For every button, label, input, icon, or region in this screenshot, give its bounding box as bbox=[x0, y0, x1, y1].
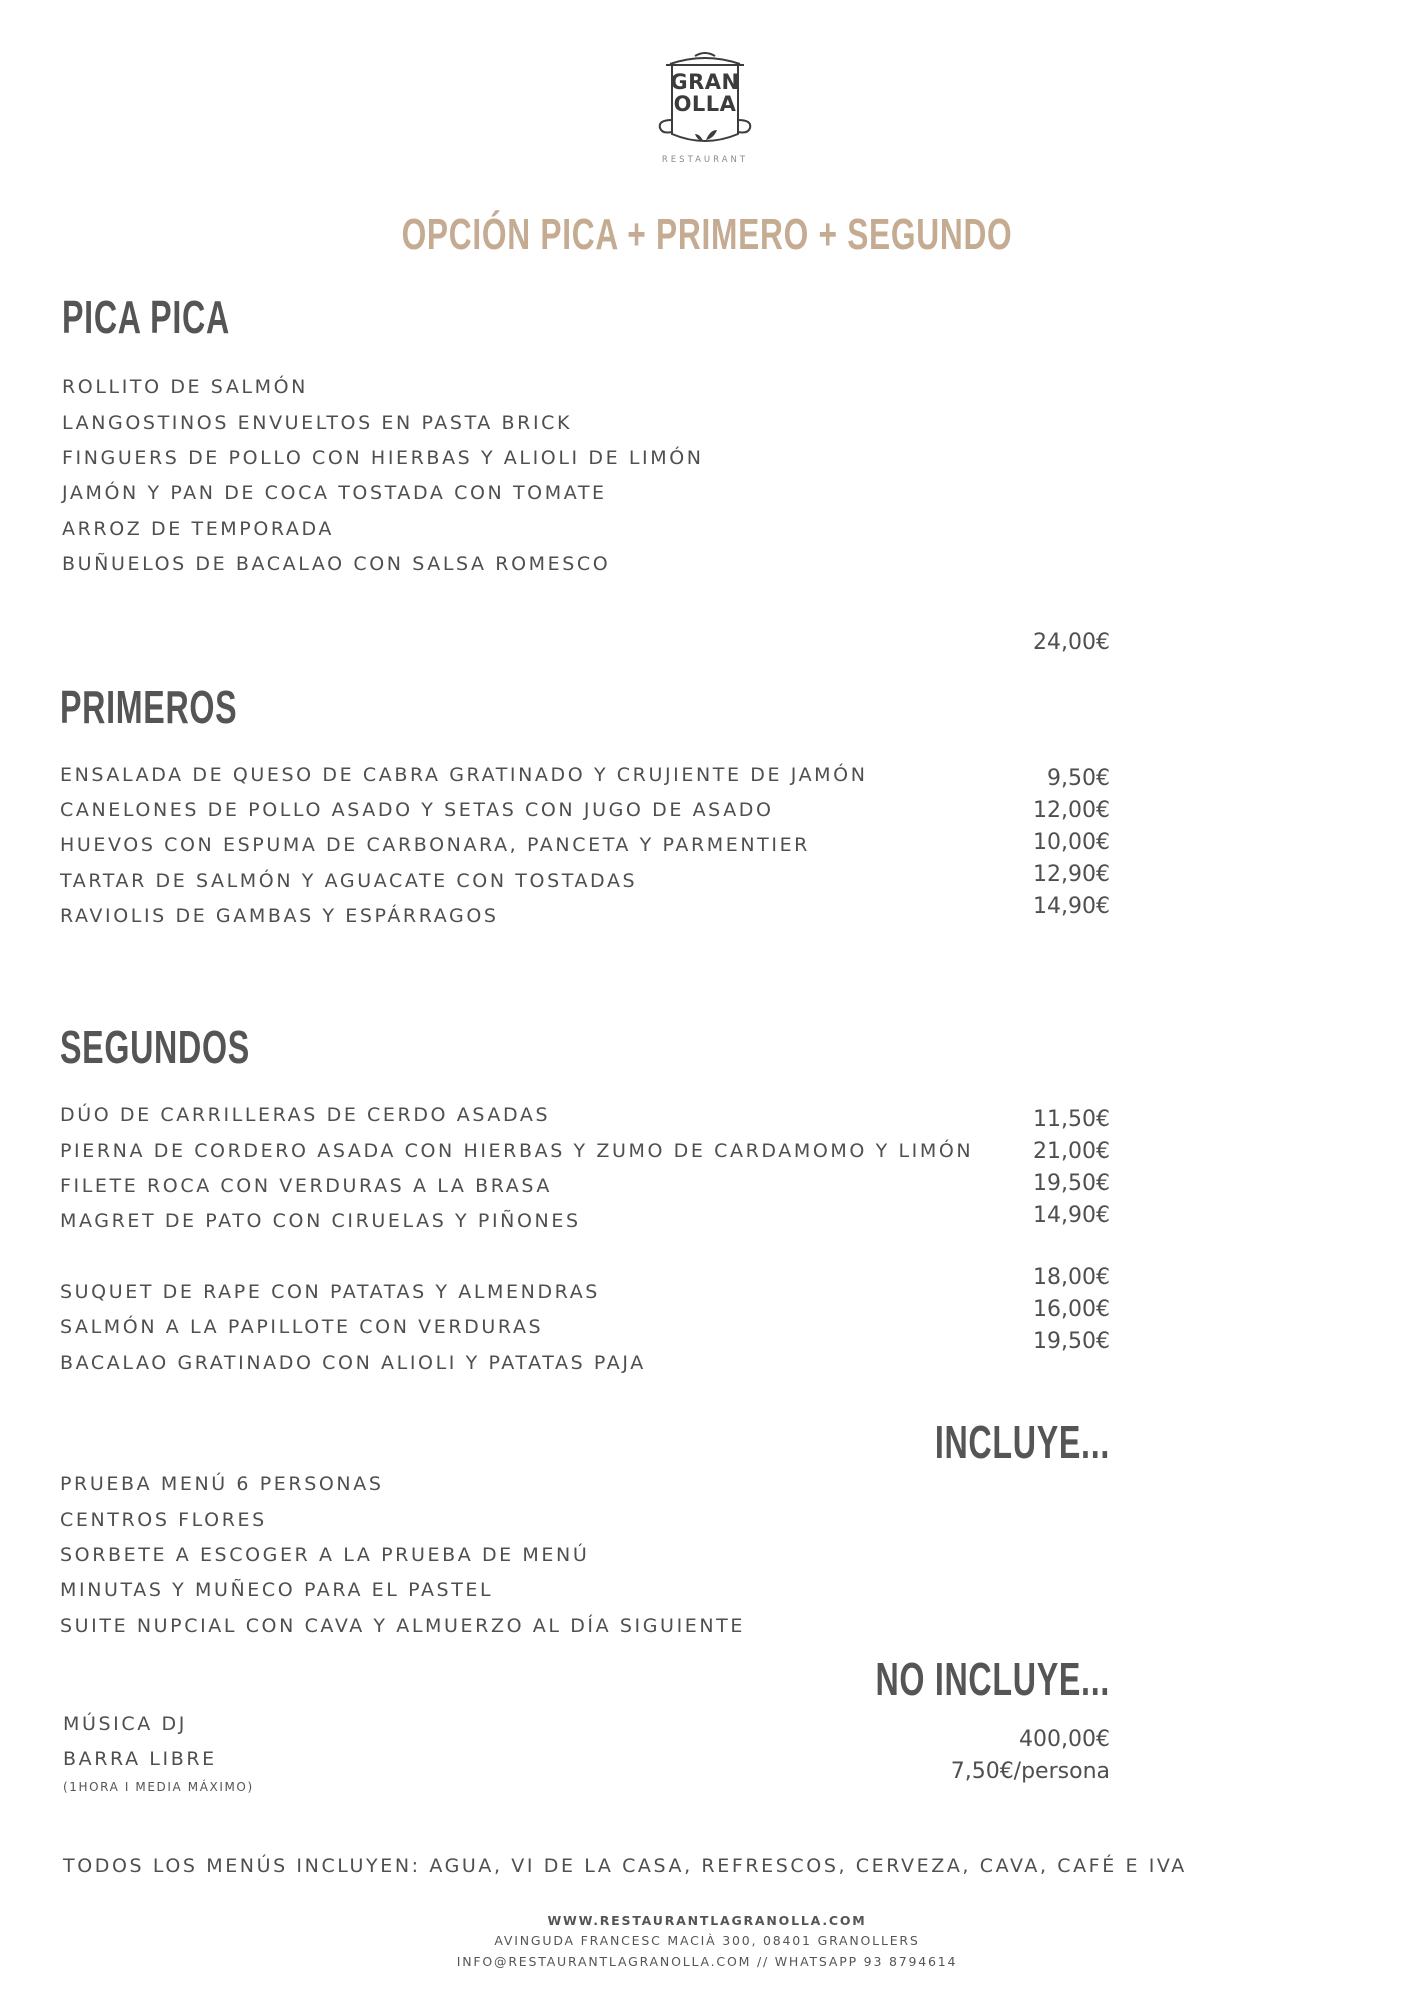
item-price: 16,00€ bbox=[1033, 1297, 1110, 1322]
section-heading-pica: PICA PICA bbox=[62, 291, 230, 343]
menu-item: BACALAO GRATINADO CON ALIOLI Y PATATAS PAJA bbox=[60, 1352, 646, 1374]
item-price: 14,90€ bbox=[1033, 1203, 1110, 1228]
menu-item: HUEVOS CON ESPUMA DE CARBONARA, PANCETA Y PARMENTIER bbox=[60, 834, 810, 856]
menu-item: SUQUET DE RAPE CON PATATAS Y ALMENDRAS bbox=[60, 1281, 600, 1303]
menu-item: ROLLITO DE SALMÓN bbox=[62, 376, 308, 398]
item-price: 24,00€ bbox=[1033, 630, 1110, 655]
logo-text-line2: OLLA bbox=[673, 92, 737, 116]
footer-contact: INFO@RESTAURANTLAGRANOLLA.COM // WHATSAPP 93 8794614 bbox=[456, 1954, 958, 1969]
menu-item: ENSALADA DE QUESO DE CABRA GRATINADO Y CRUJIENTE DE JAMÓN bbox=[60, 764, 868, 786]
item-price: 7,50€/persona bbox=[950, 1759, 1110, 1784]
menu-item: CANELONES DE POLLO ASADO Y SETAS CON JUGO DE ASADO bbox=[60, 799, 774, 821]
section-heading-segundos: SEGUNDOS bbox=[60, 1021, 250, 1073]
section-heading-incluye: INCLUYE... bbox=[934, 1416, 1110, 1468]
menu-item: SALMÓN A LA PAPILLOTE CON VERDURAS bbox=[60, 1316, 544, 1338]
menu-item: LANGOSTINOS ENVUELTOS EN PASTA BRICK bbox=[62, 412, 573, 434]
menu-item: JAMÓN Y PAN DE COCA TOSTADA CON TOMATE bbox=[62, 482, 607, 504]
item-price: 12,90€ bbox=[1033, 862, 1110, 887]
footer-address: AVINGUDA FRANCESC MACIÀ 300, 08401 GRANOLLERS bbox=[494, 1933, 920, 1948]
menu-item: RAVIOLIS DE GAMBAS Y ESPÁRRAGOS bbox=[60, 905, 499, 927]
list-item: CENTROS FLORES bbox=[60, 1509, 267, 1531]
list-item: BARRA LIBRE bbox=[63, 1748, 217, 1770]
menu-item: BUÑUELOS DE BACALAO CON SALSA ROMESCO bbox=[62, 553, 611, 575]
section-heading-primeros: PRIMEROS bbox=[60, 681, 238, 733]
item-price: 400,00€ bbox=[1019, 1727, 1110, 1752]
menu-item: MAGRET DE PATO CON CIRUELAS Y PIÑONES bbox=[60, 1210, 581, 1232]
list-item: SORBETE A ESCOGER A LA PRUEBA DE MENÚ bbox=[60, 1544, 590, 1566]
menu-item: FILETE ROCA CON VERDURAS A LA BRASA bbox=[60, 1175, 552, 1197]
item-price: 19,50€ bbox=[1033, 1329, 1110, 1354]
item-price: 12,00€ bbox=[1033, 798, 1110, 823]
restaurant-logo bbox=[640, 48, 770, 173]
item-price: 19,50€ bbox=[1033, 1171, 1110, 1196]
list-item: PRUEBA MENÚ 6 PERSONAS bbox=[60, 1473, 384, 1495]
logo-subtitle: RESTAURANT bbox=[661, 155, 749, 165]
item-price: 14,90€ bbox=[1033, 894, 1110, 919]
item-note: (1HORA I MEDIA MÁXIMO) bbox=[63, 1780, 254, 1794]
footer-website: WWW.RESTAURANTLAGRANOLLA.COM bbox=[547, 1913, 867, 1928]
menu-item: DÚO DE CARRILLERAS DE CERDO ASADAS bbox=[60, 1104, 551, 1126]
menu-item: FINGUERS DE POLLO CON HIERBAS Y ALIOLI DE LIMÓN bbox=[62, 447, 704, 469]
item-price: 18,00€ bbox=[1033, 1265, 1110, 1290]
menu-title: OPCIÓN PICA + PRIMERO + SEGUNDO bbox=[401, 210, 1013, 259]
menu-item: TARTAR DE SALMÓN Y AGUACATE CON TOSTADAS bbox=[60, 870, 638, 892]
list-item: SUITE NUPCIAL CON CAVA Y ALMUERZO AL DÍA SIGUIENTE bbox=[60, 1615, 745, 1637]
all-menus-include-note: TODOS LOS MENÚS INCLUYEN: AGUA, VI DE LA CASA, REFRESCOS, CERVEZA, CAVA, CAFÉ E IVA bbox=[63, 1855, 1187, 1877]
list-item: MÚSICA DJ bbox=[63, 1713, 187, 1735]
list-item: MINUTAS Y MUÑECO PARA EL PASTEL bbox=[60, 1579, 494, 1601]
item-price: 21,00€ bbox=[1033, 1139, 1110, 1164]
menu-item: ARROZ DE TEMPORADA bbox=[62, 518, 335, 540]
section-heading-no-incluye: NO INCLUYE... bbox=[875, 1653, 1110, 1705]
logo-text-line1: GRAN bbox=[670, 70, 740, 94]
menu-item: PIERNA DE CORDERO ASADA CON HIERBAS Y ZUMO DE CARDAMOMO Y LIMÓN bbox=[60, 1140, 974, 1162]
item-price: 10,00€ bbox=[1033, 830, 1110, 855]
item-price: 11,50€ bbox=[1033, 1107, 1110, 1132]
item-price: 9,50€ bbox=[1047, 766, 1110, 791]
